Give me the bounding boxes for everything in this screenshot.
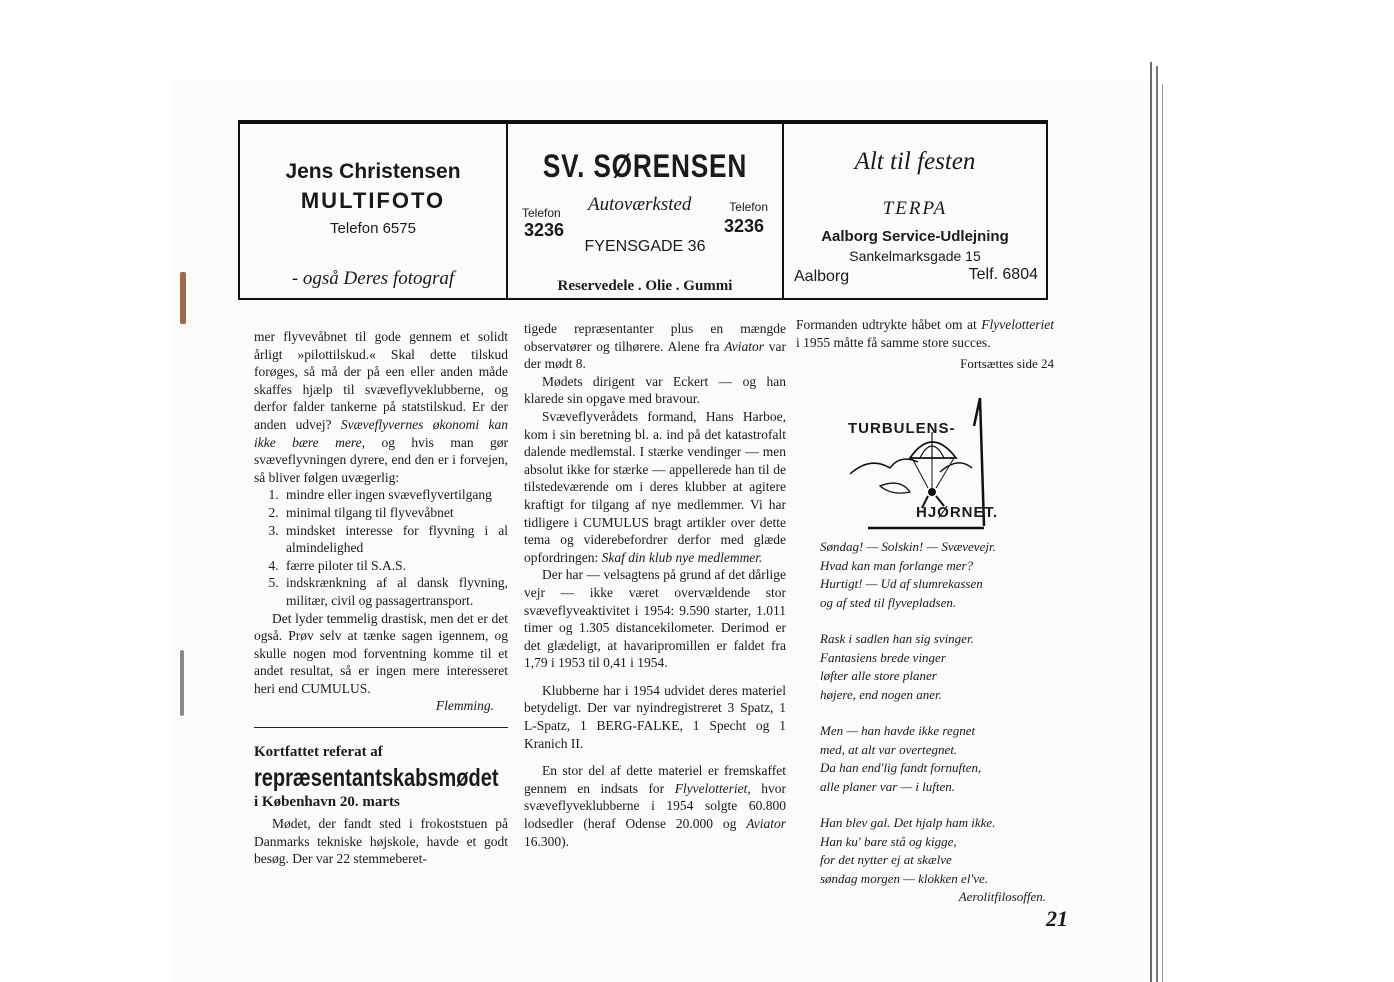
- ad-slogan: Alt til festen: [854, 148, 976, 175]
- staple: [180, 650, 184, 716]
- page-number: 21: [1046, 906, 1068, 931]
- ad-subtitle: Autoværksted: [588, 194, 692, 215]
- page-edge: [1156, 66, 1158, 982]
- paragraph: Det lyder temmelig drastisk, men det er det også. Prøv selv at tænke sagen igennem, og skulle nogen mod forventning komme til et andet resultat, så er ingen mere interesseret heri end CUMULUS.: [254, 610, 508, 696]
- ad-slogan: - også Deres fotograf: [291, 268, 455, 289]
- continued-note: Fortsættes side 24: [960, 356, 1054, 372]
- ad-name: TERPA: [882, 198, 948, 219]
- poem-line: Men — han havde ikke regnet: [820, 723, 976, 738]
- ad-phone: Telf. 6804: [968, 266, 1038, 283]
- ad-name: SV. SØRENSEN: [542, 148, 748, 184]
- poem-line: Hvad kan man forlange mer?: [820, 557, 974, 573]
- poem-stanza: [820, 814, 1060, 888]
- poem-stanza: [820, 722, 1060, 796]
- page-edge: [1162, 84, 1163, 982]
- ad-address: Sankelmarksgade 15: [849, 248, 981, 264]
- paragraph: Der har — velsagtens på grund af det dårlige vejr — ikke været overvældende stor svæveflyveaktivitet i 1954: 9.590 starter, 1.011 timer og 1.305 distancekilometer. Derimod er det glædeligt, at havaripromillen er faldet fra 1,79 i 1953 til 0,41 i 1954.: [524, 567, 786, 671]
- poem-line: Søndag! — Solskin! — Svævevejr.: [820, 539, 996, 554]
- ad-phone-number: 3236: [723, 216, 764, 236]
- ad-name: Jens Christensen: [285, 160, 461, 183]
- paragraph: Klubberne har i 1954 udvidet deres materiel betydeligt. Der var nyindregistreret 3 Spatz, 1 L-Spatz, 1 BERG-FALKE, 1 Specht og 1 Kranich II.: [524, 682, 786, 751]
- signature: Flemming.: [435, 698, 494, 714]
- list-item: 5. indskrænkning af al dansk flyvning, militær, civil og passagertransport.: [282, 574, 508, 609]
- logo-title: TURBULENS-: [848, 420, 956, 437]
- paragraph: Formanden udtrykte håbet om at Flyvelotteriet i 1955 måtte få samme store succes.: [796, 317, 1054, 350]
- divider: [254, 727, 508, 728]
- ad-phone-number: 3236: [524, 220, 565, 240]
- ad-company: Aalborg Service-Udlejning: [821, 228, 1009, 245]
- poem-line: løfter alle store planer: [820, 668, 937, 683]
- paragraph: tigede repræsentanter plus en mængde observatører og tilhørere. Alene fra Aviator var der mødt 8.: [524, 321, 787, 372]
- article-headline: repræsentantskabsmødet: [254, 763, 499, 792]
- poem-line: søndag morgen — klokken el've.: [820, 870, 988, 886]
- ad-phone: Telefon 6575: [330, 220, 416, 237]
- article-column-1: [254, 328, 508, 868]
- list-item: 1. mindre eller ingen svæveflyvertilgang: [282, 486, 508, 504]
- poem-author: Aerolitfilosoffen.: [958, 889, 1046, 904]
- poem-stanza: [820, 630, 1060, 704]
- poem-line: Fantasiens brede vinger: [820, 649, 946, 665]
- list-item: 2. minimal tilgang til flyvevåbnet: [282, 504, 508, 522]
- ad-city: Aalborg: [794, 268, 850, 285]
- staple: [180, 272, 186, 324]
- poem-line: og af sted til flyvepladsen.: [820, 594, 957, 610]
- turbulens-logo: [840, 396, 1030, 532]
- consequence-list: [254, 486, 508, 609]
- ad-products: Reservedele . Olie . Gummi: [557, 278, 733, 294]
- poem-stanza: [820, 538, 1060, 612]
- ad-phone-label: Telefon: [522, 206, 561, 220]
- page-edge: [1150, 62, 1152, 982]
- poem-line: med, at alt var overtegnet.: [820, 741, 958, 757]
- paragraph: Mødet, der fandt sted i frokoststuen på Danmarks tekniske højskole, havde et godt besøg. Der var 22 stemmeberet-: [254, 816, 508, 867]
- poem-line: for det nytter ej at skælve: [820, 852, 952, 867]
- article-column-2: [524, 320, 786, 850]
- article-column-3: [796, 316, 1054, 373]
- poem-line: Hurtigt! — Ud af slumrekassen: [820, 576, 983, 591]
- poem-line: alle planer var — i luften.: [820, 778, 956, 794]
- ad-company: MULTIFOTO: [300, 188, 446, 213]
- ad-address: FYENSGADE 36: [584, 238, 706, 255]
- poem-line: Han blev gal. Det hjalp ham ikke.: [820, 815, 996, 830]
- article-kicker: Kortfattet referat af: [254, 744, 383, 761]
- list-item: 4. færre piloter til S.A.S.: [282, 557, 508, 575]
- paragraph: mer flyvevåbnet til gode gennem et solidt årligt »pilottilskud.« Skal dette tilskud forøges, så må der på een eller anden måde skaffes hjælp til svæveflyveklubberne, og derfor falder tankerne på statstilskud. Er der anden udvej? Svæveflyvernes økonomi kan ikke bære mere, og hvis man gør svæveflyvningen dyrere, end den er i forvejen, så bliver følgen uvægerlig:: [254, 329, 509, 485]
- logo-subtitle: HJØRNET.: [916, 504, 999, 521]
- paragraph: Mødets dirigent var Eckert — og han klarede sin opgave med bravour.: [524, 373, 786, 407]
- ad-sorensen: [508, 124, 784, 298]
- article-subhead: i København 20. marts: [254, 793, 400, 810]
- ad-phone-label: Telefon: [729, 200, 768, 214]
- paragraph: En stor del af dette materiel er fremskaffet gennem en indsats for Flyvelotteriet, hvor svæveflyveklubberne i 1954 solgte 60.800 lodsedler (heraf Odense 20.000 og Aviator 16.300).: [524, 763, 787, 849]
- poem-line: Da han end'lig fandt fornuften,: [820, 760, 982, 775]
- ad-multifoto: [240, 124, 508, 298]
- poem-line: højere, end nogen aner.: [820, 686, 942, 702]
- paragraph: Svæveflyverådets formand, Hans Harboe, kom i sin beretning bl. a. ind på det katastrofalt dalende medlemstal. I stærke vendinger — men absolut ikke for stærke — appellerede han til de tilstedeværende om i deres klubber at agitere kraftigt for tilgang af nye medlemmer. Vi har tidligere i CUMULUS bragt artikler over dette tema og viderebefordrer derfor med glæde opfordringen: Skaf din klub nye medlemmer.: [524, 408, 786, 565]
- poem: [820, 538, 1060, 907]
- poem-line: Han ku' bare stå og kigge,: [820, 833, 957, 849]
- advertisement-strip: [238, 120, 1048, 300]
- ad-terpa: [784, 124, 1046, 298]
- poem-line: Rask i sadlen han sig svinger.: [820, 631, 974, 646]
- list-item: 3. mindsket interesse for flyvning i al almindelighed: [282, 522, 508, 557]
